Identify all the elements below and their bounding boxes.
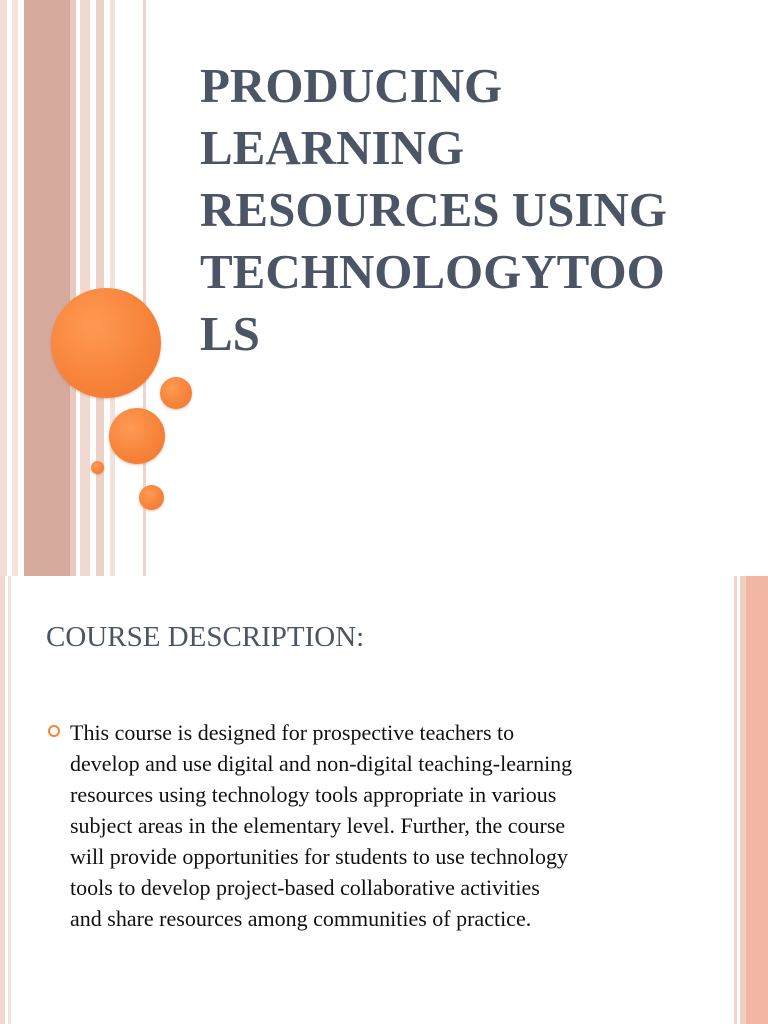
list-item: [48, 717, 688, 934]
slide-title: PRODUCING LEARNING RESOURCES USING TECHNOLOGYTOO LS: [200, 58, 667, 361]
decorative-bar: [8, 576, 11, 1024]
orange-circle-small: [160, 377, 192, 409]
decorative-bar: [24, 0, 70, 576]
decorative-bar: [746, 576, 768, 1024]
course-description-text: This course is designed for prospective teachers to develop and use digital and non-digital teaching-learning resources using technology tools appropriate in various subject areas in the elementary level. Further, the course will provide opportunities for students to use technology tools to develop project-based collaborative activities and share resources among communities of practice.: [70, 720, 573, 931]
orange-circle-tiny: [91, 461, 104, 474]
decorative-bar: [70, 0, 76, 576]
orange-circle-medium: [109, 408, 165, 464]
content-slide: [0, 576, 768, 1024]
decorative-bar: [0, 0, 7, 576]
section-heading: COURSE DESCRIPTION:: [46, 621, 365, 653]
hollow-circle-bullet-icon: [48, 725, 60, 737]
decorative-bar: [0, 576, 5, 1024]
decorative-bar: [734, 576, 737, 1024]
orange-circle-small: [139, 485, 164, 510]
decorative-bar: [80, 0, 90, 576]
orange-circle-large: [51, 288, 161, 398]
decorative-bar: [12, 0, 18, 576]
